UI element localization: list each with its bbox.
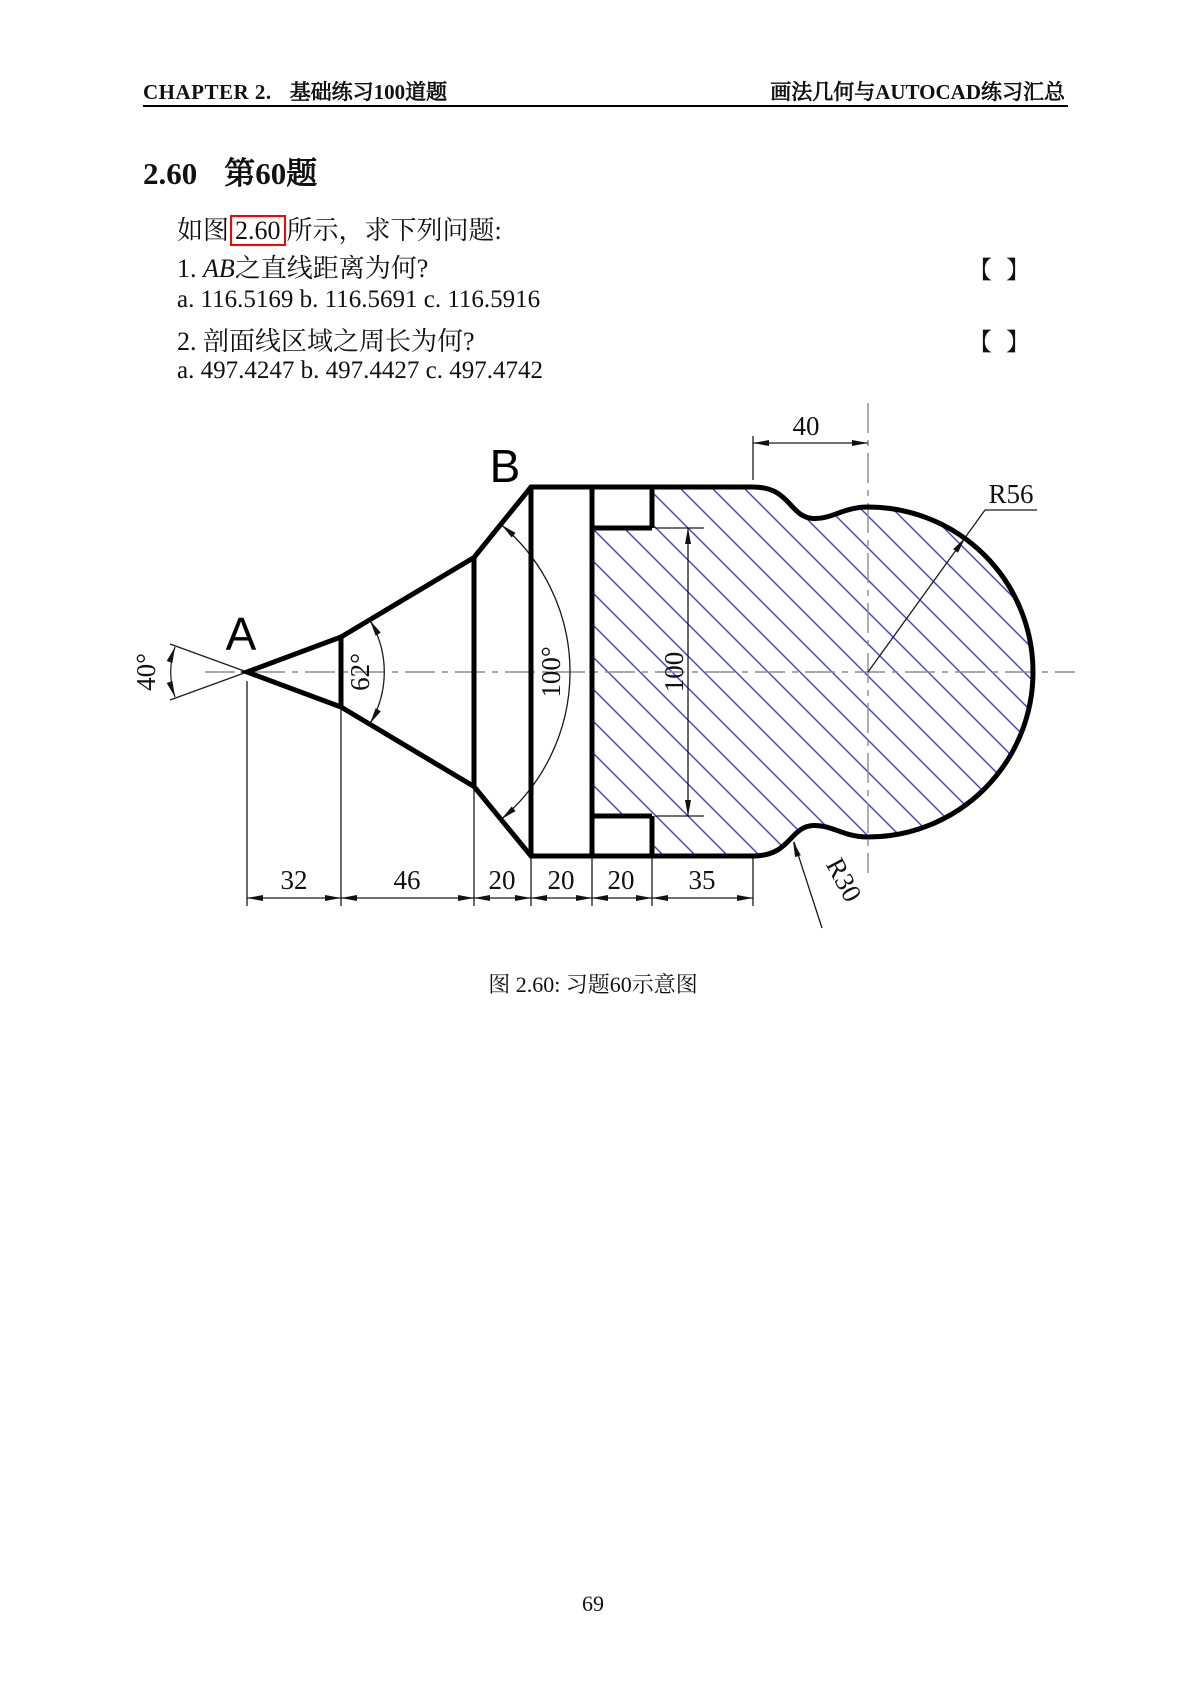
question-2-label: 2. xyxy=(177,327,197,356)
dim-chain-20c: 20 xyxy=(607,865,635,895)
figure-reference-link[interactable]: 2.60 xyxy=(230,215,286,246)
point-label-a: A xyxy=(225,608,257,660)
chapter-label: CHAPTER 2. xyxy=(143,80,272,104)
section-title: 第60题 xyxy=(224,156,318,191)
question-1-label: 1. xyxy=(177,254,197,283)
answer-bracket-2: 【 】 xyxy=(968,330,1034,356)
dim-angle-tip: 40° xyxy=(131,653,161,691)
intro-suffix: 所示，求下列问题: xyxy=(286,216,502,245)
dim-chain-20a: 20 xyxy=(488,865,516,895)
question-2-text: 剖面线区域之周长为何? xyxy=(203,327,475,356)
dim-chain-20b: 20 xyxy=(547,865,575,895)
point-label-b: B xyxy=(489,440,521,492)
dim-chain-35: 35 xyxy=(688,865,716,895)
question-2-options: a. 497.4247 b. 497.4427 c. 497.4742 xyxy=(177,357,543,384)
dim-chain-32: 32 xyxy=(280,865,308,895)
question-1-options: a. 116.5169 b. 116.5691 c. 116.5916 xyxy=(177,286,541,313)
intro-prefix: 如图 xyxy=(177,216,230,245)
section-number: 2.60 xyxy=(143,156,198,191)
dim-inner-height: 100 xyxy=(659,651,689,693)
answer-bracket-1: 【 】 xyxy=(968,258,1034,284)
question-1-text: 之直线距离为何? xyxy=(234,254,429,283)
dim-chain-46: 46 xyxy=(393,865,421,895)
page-number: 69 xyxy=(582,1591,604,1616)
figure-caption: 图 2.60: 习题60示意图 xyxy=(488,972,698,997)
dim-radius-large: R56 xyxy=(988,479,1034,509)
chapter-title: 基础练习100道题 xyxy=(289,80,448,104)
dim-angle-flare: 100° xyxy=(536,646,566,698)
dim-angle-mid: 62° xyxy=(345,653,375,691)
dim-radius-small: R30 xyxy=(820,852,868,907)
dim-top-width: 40 xyxy=(792,411,820,441)
header-right: 画法几何与AUTOCAD练习汇总 xyxy=(770,80,1065,104)
question-1-subject: AB xyxy=(203,254,235,283)
